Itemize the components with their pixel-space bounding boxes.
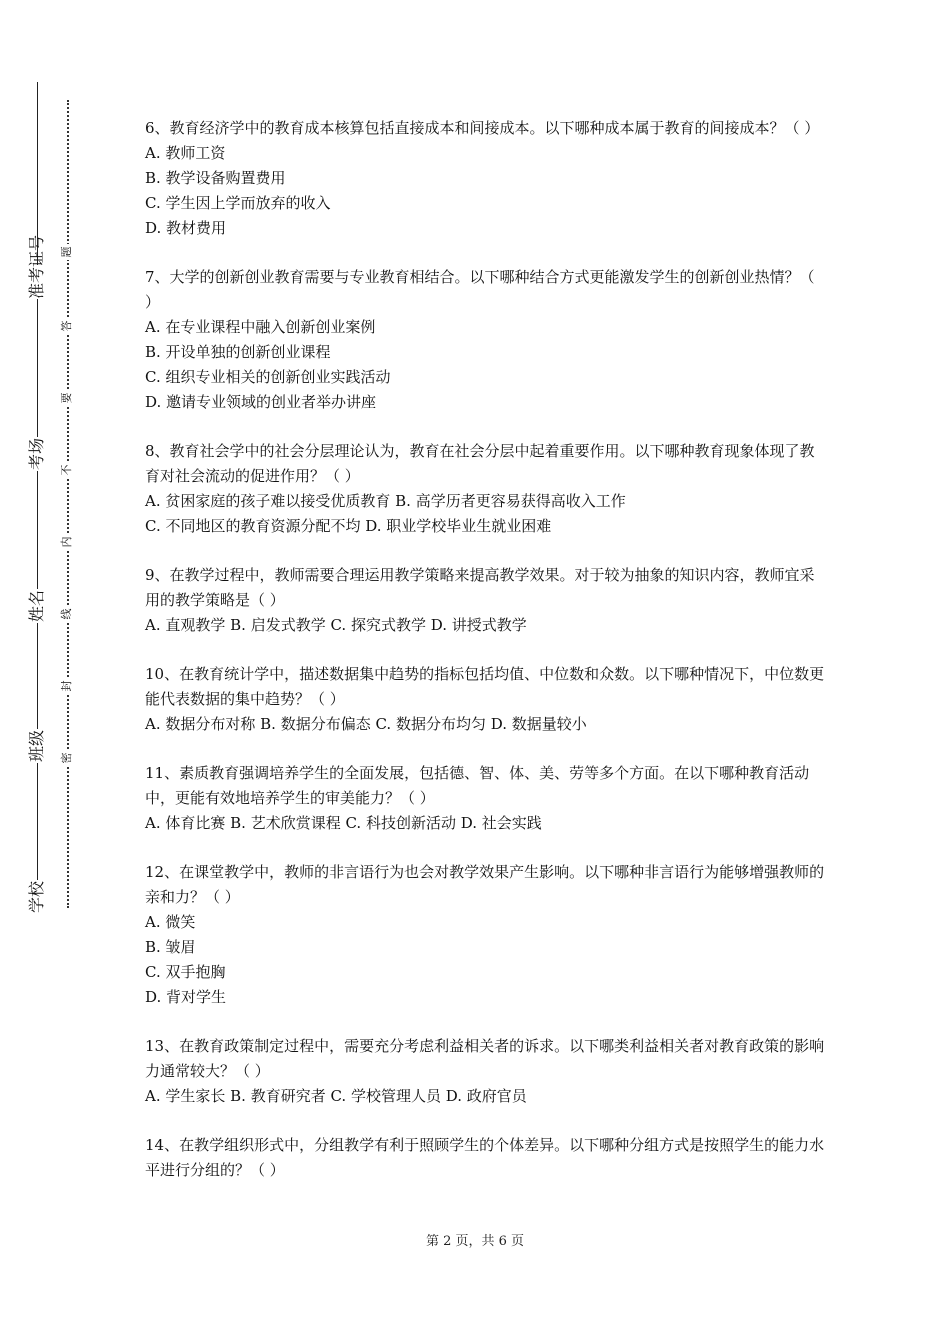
option-c: C. 学生因上学而放弃的收入 <box>145 194 331 212</box>
question-8 <box>145 439 825 539</box>
option-b: B. 皱眉 <box>145 938 196 956</box>
question-stem: 8、教育社会学中的社会分层理论认为，教育在社会分层中起着重要作用。以下哪种教育现象体现了教育对社会流动的促进作用？（ ） <box>145 442 815 485</box>
question-stem: 10、在教育统计学中，描述数据集中趋势的指标包括均值、中位数和众数。以下哪种情况下，中位数更能代表数据的集中趋势？（ ） <box>145 665 825 708</box>
question-10 <box>145 662 825 737</box>
option-d: D. 教材费用 <box>145 219 227 237</box>
seal-char: 密 <box>59 750 75 766</box>
page-footer: 第 2 页，共 6 页 <box>425 1234 525 1249</box>
field-class: 班级 <box>20 729 54 763</box>
seal-char: 要 <box>59 390 75 406</box>
option-c: C. 双手抱胸 <box>145 963 226 981</box>
question-stem: 13、在教育政策制定过程中，需要充分考虑利益相关者的诉求。以下哪类利益相关者对教育政策的影响力通常较大？（ ） <box>145 1037 825 1080</box>
option-c: C. 组织专业相关的创新创业实践活动 <box>145 368 391 386</box>
question-stem: 9、在教学过程中，教师需要合理运用教学策略来提高教学效果。对于较为抽象的知识内容，教师宜采用的教学策略是（ ） <box>145 566 815 609</box>
seal-char: 不 <box>59 462 75 478</box>
seal-char: 答 <box>59 318 75 334</box>
seal-dotted-line <box>67 100 69 908</box>
seal-char: 题 <box>59 244 75 260</box>
binding-margin <box>0 0 110 1344</box>
question-7 <box>145 265 825 415</box>
option-a: A. 教师工资 <box>145 144 226 162</box>
option-d: D. 邀请专业领域的创业者举办讲座 <box>145 393 377 411</box>
field-exam-number: 准考证号 <box>20 265 54 299</box>
option-a: A. 在专业课程中融入创新创业案例 <box>145 318 376 336</box>
seal-char: 线 <box>59 606 75 622</box>
options-ab: A. 贫困家庭的孩子难以接受优质教育 B. 高学历者更容易获得高收入工作 <box>145 492 626 510</box>
question-12 <box>145 860 825 1010</box>
options-line: A. 直观教学 B. 启发式教学 C. 探究式教学 D. 讲授式教学 <box>145 616 527 634</box>
options-line: A. 学生家长 B. 教育研究者 C. 学校管理人员 D. 政府官员 <box>145 1087 527 1105</box>
field-student-name: 姓名 <box>20 589 54 623</box>
question-stem: 14、在教学组织形式中，分组教学有利于照顾学生的个体差异。以下哪种分组方式是按照学生的能力水平进行分组的？（ ） <box>145 1136 825 1179</box>
question-14 <box>145 1133 825 1183</box>
question-13 <box>145 1034 825 1109</box>
question-stem: 7、大学的创新创业教育需要与专业教育相结合。以下哪种结合方式更能激发学生的创新创业热情？（ ） <box>145 268 815 311</box>
options-line: A. 数据分布对称 B. 数据分布偏态 C. 数据分布均匀 D. 数据量较小 <box>145 715 587 733</box>
option-b: B. 教学设备购置费用 <box>145 169 286 187</box>
option-b: B. 开设单独的创新创业课程 <box>145 343 331 361</box>
question-9 <box>145 563 825 638</box>
question-list <box>145 116 825 1207</box>
question-stem: 6、教育经济学中的教育成本核算包括直接成本和间接成本。以下哪种成本属于教育的间接成本？（ ） <box>145 119 820 137</box>
field-school: 学校 <box>20 880 54 914</box>
field-exam-room: 考场 <box>20 437 54 471</box>
question-stem: 11、素质教育强调培养学生的全面发展，包括德、智、体、美、劳等多个方面。在以下哪种教育活动中，更能有效地培养学生的审美能力？（ ） <box>145 764 810 807</box>
binding-solid-line <box>37 82 38 907</box>
seal-char: 内 <box>59 534 75 550</box>
option-a: A. 微笑 <box>145 913 196 931</box>
seal-char: 封 <box>59 678 75 694</box>
option-d: D. 背对学生 <box>145 988 227 1006</box>
options-line: A. 体育比赛 B. 艺术欣赏课程 C. 科技创新活动 D. 社会实践 <box>145 814 542 832</box>
question-11 <box>145 761 825 836</box>
question-6 <box>145 116 825 241</box>
options-cd: C. 不同地区的教育资源分配不均 D. 职业学校毕业生就业困难 <box>145 517 552 535</box>
question-stem: 12、在课堂教学中，教师的非言语行为也会对教学效果产生影响。以下哪种非言语行为能够增强教师的亲和力？（ ） <box>145 863 825 906</box>
